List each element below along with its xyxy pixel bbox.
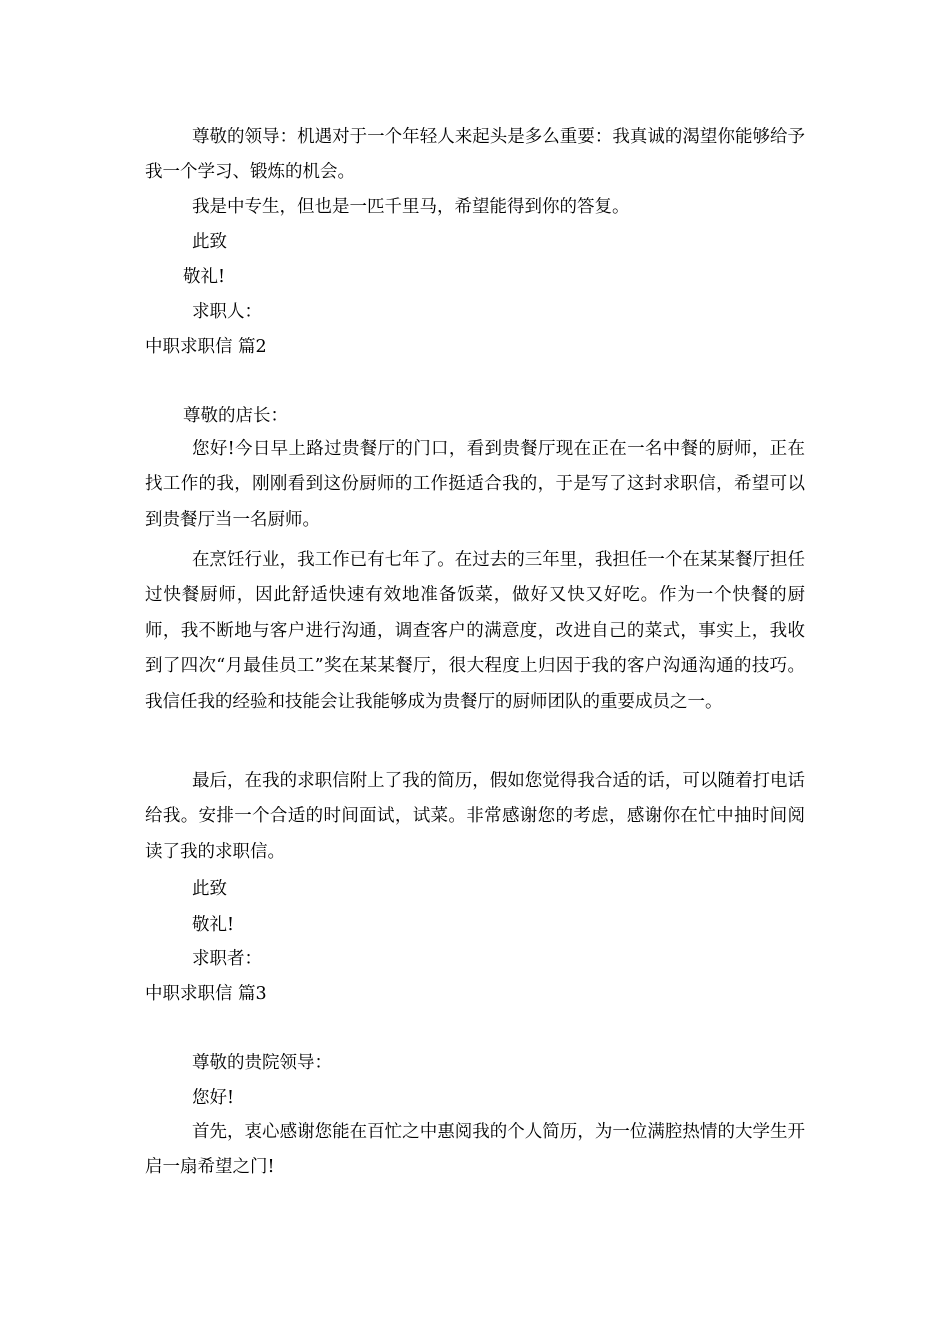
- salute-jingli-1: 敬礼!: [183, 267, 226, 287]
- paragraph-intro: 尊敬的领导：机遇对于一个年轻人来起头是多么重要：我真诚的渴望你能够给予我一个学习、锻炼的机会。: [145, 127, 805, 183]
- greeting-hospital: 尊敬的贵院领导：: [192, 1053, 332, 1073]
- paragraph-self: 我是中专生，但也是一匹千里马，希望能得到你的答复。: [192, 197, 630, 217]
- paragraph-thanks: 首先，衷心感谢您能在百忙之中惠阅我的个人简历，为一位满腔热情的大学生开启一扇希望之门!: [145, 1122, 805, 1178]
- salute-jingli-2: 敬礼!: [192, 915, 235, 935]
- hello-line: 您好!: [192, 1088, 235, 1108]
- paragraph-resume: 最后，在我的求职信附上了我的简历，假如您觉得我合适的话，可以随着打电话给我。安排一个合适的时间面试，试菜。非常感谢您的考虑，感谢你在忙中抽时间阅读了我的求职信。: [145, 771, 805, 862]
- section-heading-2: 中职求职信 篇2: [145, 337, 267, 357]
- paragraph-experience: 在烹饪行业，我工作已有七年了。在过去的三年里，我担任一个在某某餐厅担任过快餐厨师，因此舒适快速有效地准备饭菜，做好又快又好吃。作为一个快餐的厨师，我不断地与客户进行沟通，调查客户的满意度，改进自己的菜式，事实上，我收到了四次“月最佳员工”奖在某某餐厅，很大程度上归因于我的客户沟通沟通的技巧。我信任我的经验和技能会让我能够成为贵餐厅的厨师团队的重要成员之一。: [145, 550, 805, 712]
- signer-label-1: 求职人：: [192, 302, 262, 322]
- signer-label-2: 求职者：: [192, 949, 262, 969]
- paragraph-hello-chef: 您好!今日早上路过贵餐厅的门口，看到贵餐厅现在正在一名中餐的厨师，正在找工作的我，刚刚看到这份厨师的工作挺适合我的，于是写了这封求职信，希望可以到贵餐厅当一名厨师。: [145, 439, 805, 530]
- greeting-manager: 尊敬的店长：: [183, 406, 288, 426]
- closing-cizhi-2: 此致: [192, 879, 227, 899]
- section-heading-3: 中职求职信 篇3: [145, 984, 267, 1004]
- closing-cizhi-1: 此致: [192, 232, 227, 252]
